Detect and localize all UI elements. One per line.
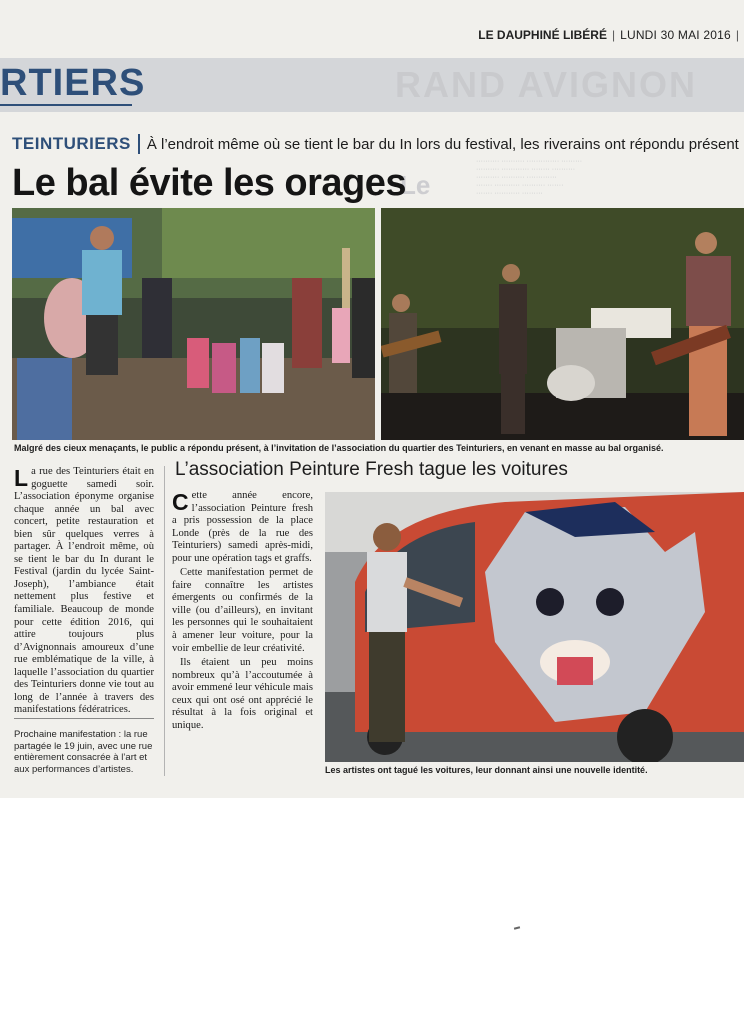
kicker-row — [12, 130, 744, 158]
rubric-underline — [0, 104, 132, 106]
photo-bal-crowd — [12, 208, 375, 440]
paragraph: a rue des Teinturiers était en goguette samedi soir. L’association éponyme organise chaque année un bal avec concert, petite restauration et bien sûr quelques verres à partager. À l’endroit même, où se tient le bar du In durant le Festival (jardin du lycée Saint-Joseph), l’ambiance était nettement plus festive et familiale. Beaucoup de monde pour cette édition 2016, qui attire toujours plus d’Avignonnais amoureux d’une rue emblématique de la ville, à laquelle l’association du quartier des Teinturiers donne vie tout au long de l’année à travers des manifestations fédératrices. — [14, 466, 154, 716]
paragraph: Cette manifestation permet de faire connaître les artistes émergents ou confirmés de la ville (ou d’ailleurs), en invitant les personnes qui le souhaitaient à amener leur voiture, pour la voir embellie de leur créativité. — [172, 567, 313, 654]
kicker-divider — [138, 134, 140, 154]
article-bal-body — [14, 466, 154, 719]
newspaper-name: LE DAUPHINÉ LIBÉRÉ — [478, 28, 607, 42]
photo-caption: Les artistes ont tagué les voitures, leur donnant ainsi une nouvelle identité. — [325, 765, 648, 775]
dropcap: C — [172, 489, 189, 515]
masthead-separator: | — [611, 28, 616, 42]
headline: Le bal évite les orages — [12, 162, 407, 204]
photo-concert-stage — [381, 208, 744, 440]
section-rubric: RTIERS — [0, 62, 146, 104]
publication-date: LUNDI 30 MAI 2016 — [620, 28, 731, 42]
column-divider — [164, 466, 165, 776]
dropcap: L — [14, 465, 29, 491]
masthead-separator-2: | — [735, 28, 739, 42]
article-title: L’association Peinture Fresh tague les voitures — [175, 459, 568, 480]
bleed-through-text: ·········· ·········· ·············· ········· ·········· ············ ········ ·········· ·········· ·········· ············· ······· ··········· ·········· ······· ······· ··········· ········· — [476, 158, 583, 197]
masthead — [478, 26, 744, 44]
kicker: TEINTURIERS — [12, 134, 131, 153]
article-graffiti-body — [172, 490, 313, 734]
note-divider — [14, 718, 154, 719]
lede: À l’endroit même où se tient le bar du In lors du festival, les riverains ont répondu présent — [146, 135, 739, 153]
bleed-through-word: Le — [400, 170, 431, 200]
bleed-through-heading: RAND AVIGNON — [395, 64, 697, 105]
paragraph: ette année encore, l’association Peinture fresh a pris possession de la place Londe (près de la rue des Teinturiers) samedi après-midi, pour une opération tags et graffs. — [172, 490, 313, 564]
scan-speck — [514, 926, 520, 929]
next-event-note: Prochaine manifestation : la rue partagée le 19 juin, avec une rue entièrement consacrée à l’art et aux performances d’artistes. — [14, 729, 153, 775]
photo-painted-van — [325, 492, 744, 762]
photo-caption: Malgré des cieux menaçants, le public a répondu présent, à l’invitation de l’association du quartier des Teinturiers, en venant en masse au bal organisé. — [14, 443, 664, 453]
paragraph: Ils étaient un peu moins nombreux qu’à l’accoutumée à avoir emmené leur véhicule mais ceux qui ont osé ont apprécié le résultat à la fois original et unique. — [172, 657, 313, 731]
